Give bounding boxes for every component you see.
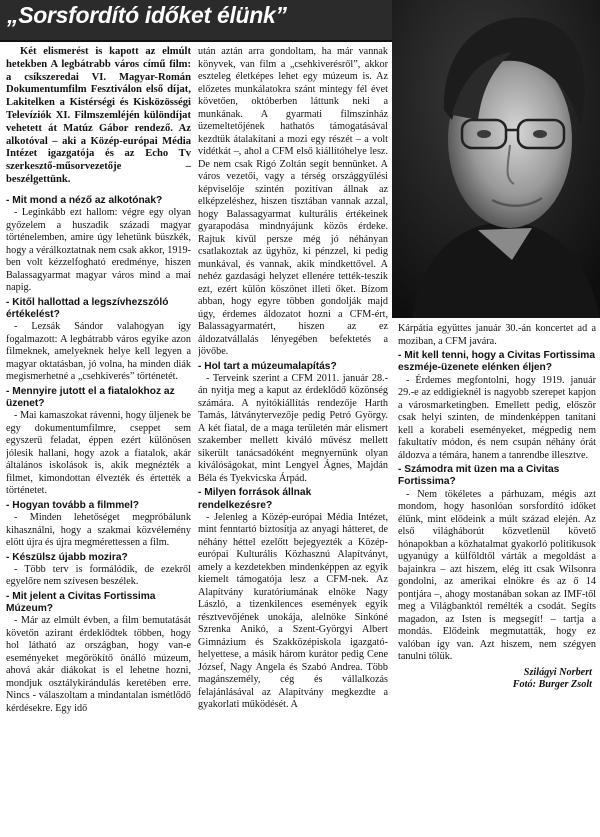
answer-paragraph: - Több terv is formálódik, de ezekről egyelőre nem szívesen beszélek. bbox=[6, 563, 191, 588]
answer-paragraph: - Jelenleg a Közép-európai Média Intézet, mint fenntartó biztosítja az anyagi hátteret, de néhány héttel ezelőtt bejegyezték a Közép-európai Kulturális Közhasznú Alapítványt, amely a kezdetekben mindenképpen az egyik kiemelt támogatója lesz a CFM-nek. Az Alapítvány kuratóriumának elnöke Nagy László, a tizenkilences események egyik résztvevőjének unokája, alelnöke Sinkóné Szrenka Anikó, a Szent-Györgyi Albert Gimnázium és Szakközépiskola igazgató-helyettese, a másik három kurátor pedig Cene József, Nagy Angela és Szabó Andrea. Több magánszemély, cég és vállalkozás felajánlásával az Alapítvány megkezdte a gyakorlati működését. A bbox=[198, 511, 388, 711]
column-3 bbox=[398, 323, 596, 837]
answer-paragraph: - Lezsák Sándor valahogyan így fogalmazott: A legbátrabb város egyike azon filmeknek, amelyeknek helye kell legyen a magyar oktatásban, jó volna, ha minden diák megismerhetné a „csehkiverés” történetét. bbox=[6, 321, 191, 383]
portrait-photo bbox=[392, 0, 600, 318]
title-bar bbox=[0, 0, 392, 42]
column-2 bbox=[198, 46, 388, 837]
answer-paragraph: - Érdemes megfontolni, hogy 1919. január 29.-e az eddigieknél is nagyobb szerepet kapjon a városmarketingben. Emellett pedig, először csak helyi szinten, de mindenképpen tanítani kell a korabeli eseményeket, mégpedig nem fakultatív módon, és nem csupán néhány órát áldozva a témára, hanem a tanrendbe illesztve. bbox=[398, 374, 596, 461]
column-1 bbox=[6, 46, 191, 837]
interview-question: - Mit mond a néző az alkotónak? bbox=[6, 194, 163, 206]
article-title: „Sorsfordító időket élünk” bbox=[7, 2, 287, 28]
interview-question: - Mennyire jutott el a fiatalokhoz az üzenet? bbox=[6, 385, 175, 409]
photo-credit: Fotó: Burger Zsolt bbox=[512, 679, 592, 691]
continued-paragraph: Kárpátia együttes január 30.-án koncertet ad a moziban, a CFM javára. bbox=[398, 323, 596, 347]
lead-paragraph: Két elismerést is kapott az elmúlt hetekben A legbátrabb város című film: a csíkszeredai VI. Magyar-Román Dokumentumfilm Fesztiválon első díjat, Lakitelken a Kistérségi és Kisközösségi Televíziók XI. Filmszemléjén különdíjat vehetett át Matúz Gábor rendező. Az alkotóval – aki a Közép-európai Média Intézet igazgatója és az Echo Tv szerkesztő-műsorvezetője – beszélgettünk. bbox=[6, 46, 191, 185]
interview-question: - Kitől hallottad a legszívhezszóló értékelést? bbox=[6, 296, 169, 320]
interview-question: - Milyen források állnak rendelkezésre? bbox=[198, 487, 312, 511]
answer-paragraph: - Terveink szerint a CFM 2011. január 28.-án nyitja meg a kaput az érdeklődő közönség számára. A nyitókiállítás rendezője Harth Tamás, látványtervezője pedig Petró György. A két fiatal, de a maga területén már elismert szakember mellett kiváló művész mellett sikerült tanácsadóként megnyernünk olyan kiválóságokat, mint Lengyel Ágnes, Majdán Béla és Tyekvicska Árpád. bbox=[198, 372, 388, 484]
answer-paragraph: - Mai kamaszokat rávenni, hogy üljenek be egy dokumentumfilmre, cseppet sem egyszerű feladat, éppen ezért különösen jólesik hallani, hogy azok a fiatalok, akár általános iskolások is, akik megnézték a filmet, kimondottan élvezték és értették a történetet. bbox=[6, 410, 191, 497]
interview-question: - Hogyan tovább a filmmel? bbox=[6, 499, 140, 511]
interview-question: - Számodra mit üzen ma a Civitas Fortissima? bbox=[398, 464, 560, 488]
interview-question: - Hol tart a múzeumalapítás? bbox=[198, 360, 337, 372]
portrait-photo-icon bbox=[392, 0, 600, 318]
answer-paragraph: - Minden lehetőséget megpróbálunk kihasználni, hogy a szakmai közvélemény elött újra és újra megmérettessen a film. bbox=[6, 512, 191, 549]
interview-question: - Mit kell tenni, hogy a Civitas Fortissima eszméje-üzenete elénken éljen? bbox=[398, 350, 595, 374]
answer-paragraph: - Leginkább ezt hallom: végre egy olyan győzelem a huszadik századi magyar történelemben, amire úgy lehetünk büszkék, hogy a vérálkoztatnak nem csak akkor, 1919-ben volt kézzelfogható eredménye, hiszen Balassagyarmat magyar város mind a mai napig. bbox=[6, 207, 191, 294]
continued-paragraph: után aztán arra gondoltam, ha már vannak könyvek, van film a „csehkiverésről”, akkor eszteleg életképes lehet egy múzeum is. Az előzetes munkálatokra szánt mintegy fél évet követően, októberben láttunk neki a munkának. A gyarmati filmszínház üzemeltetőjének hathatós támogatásával kezdtük átalakítani a mozi egy részét – a volt vidétkát –, ahol a CFM első kiállítóhelye lesz. De nem csak Rigó Zoltán segít bennünket. A város vezetői, vagy a térség országgyűlési képviselője szintén pozitívan állnak az elképzeléshez, hiszen tisztában vannak azzal, hogy Balassagyarmat kulturális értékeinek gyarapodása mindnyájunk közös érdeke. Rajtuk kívül persze még jó néhányan csatlakoztak az ügyhöz, ki pénzzel, ki pedig munkával, és vannak, akik mindkettővel. A nehéz gazdasági helyzet ellenére tették-teszik ezt, ezért külön köszönet illeti őket. Bízom abban, hogy egyre többen gondolják majd úgy, érdemes áldozatot hozni a CFM-ért, Balassagyarmatért, hiszen az ez áldozatvállalás lényegében befektetés a jövőbe. bbox=[198, 46, 388, 357]
answer-paragraph: - Már az elmúlt évben, a film bemutatását követőn azirant érdeklődtek többen, hogy hol látható az országban, hogy van-e eseményeket megörökítő önálló múzeum, ahová akár diákokat is el lehetne hozni, mondjuk osztálykirándulás keretében erre. Nincs - válaszoltam a mindantalan ismétlődő kérdésekre. Egy idő bbox=[6, 615, 191, 714]
interview-question: - Készülsz újabb mozira? bbox=[6, 551, 128, 563]
interview-question: - Mit jelent a Civitas Fortissima Múzeum? bbox=[6, 590, 156, 615]
answer-paragraph: - Nem tökéletes a párhuzam, mégis azt mondom, hogy hasonlóan sorsfordító időket élünk, mint elődeink a múlt század elején. Az első világháborút közvetlenül követő hónapokban a közhatalmat gyakorló politikusok ugyanúgy a külföldtől várták a megoldást a bajainkra – azt hiszem, elég itt csak Wilsonra gondolni, az amerikai elnökre és az ő 14 pontjára –, ahogy mostanában sokan az IMF-től meg a Világbanktól remélték a csodát. Segíts magadon, az Isten is megsegít! – tartja a mondás. Elődeink megmutatták, hogy ez valóban így van. Azt hiszem, nem szégyen tanulni tőlük. bbox=[398, 488, 596, 663]
author-signature: Szilágyi Norbert bbox=[523, 666, 592, 678]
